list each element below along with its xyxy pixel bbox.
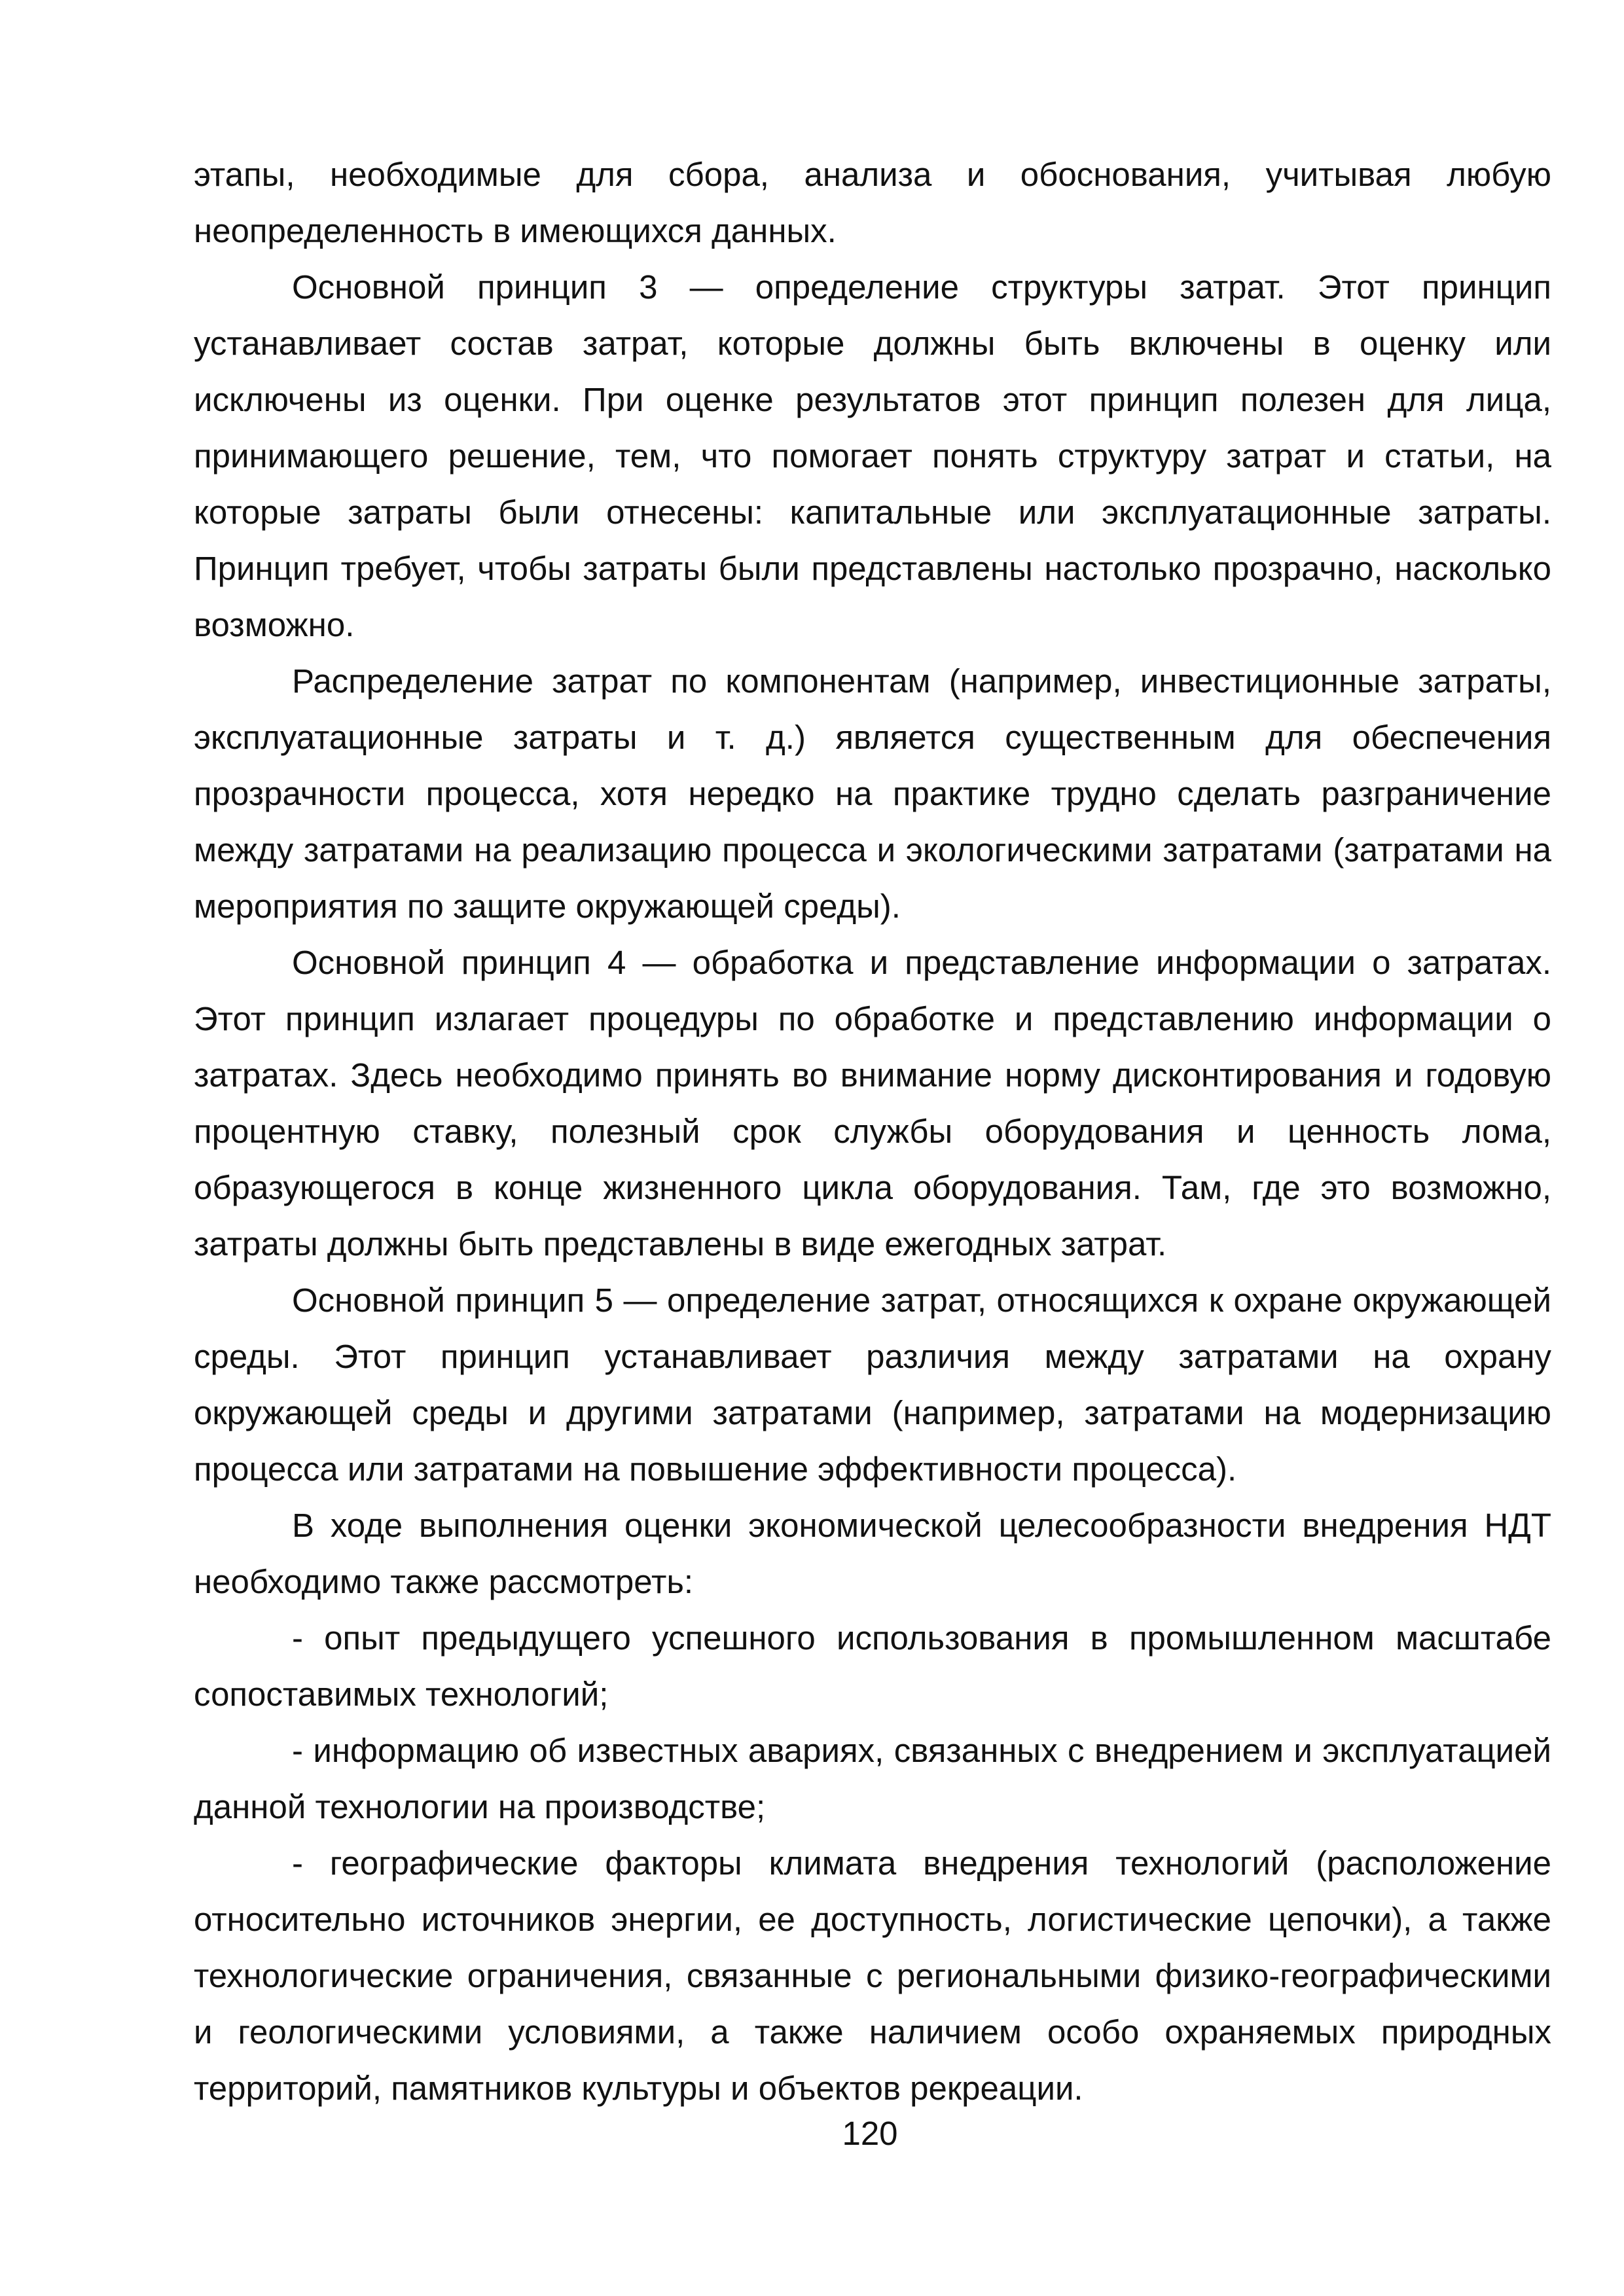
paragraph-continuation: этапы, необходимые для сбора, анализа и обоснования, учитывая любую неопределенность в имеющихся данных. (194, 156, 1551, 249)
page-number: 120 (842, 2115, 898, 2152)
list-item-geographic-factors: - географические факторы климата внедрения технологий (расположение относительно источников энергии, ее доступность, логистические цепочки), а также технологические ограничения, связанные с региональными физико-географическими и геологическими условиями, а также наличием особо охраняемых природных территорий, памятников культуры и объектов рекреации. (194, 1844, 1551, 2107)
paragraph-cost-distribution: Распределение затрат по компонентам (например, инвестиционные затраты, эксплуатационные затраты и т. д.) является существенным для обеспечения прозрачности процесса, хотя нередко на практике трудно сделать разграничение между затратами на реализацию процесса и экологическими затратами (затратами на мероприятия по защите окружающей среды). (194, 662, 1551, 925)
list-item-accidents: - информацию об известных авариях, связанных с внедрением и эксплуатацией данной технологии на производстве; (194, 1732, 1551, 1825)
paragraph-bat-assessment: В ходе выполнения оценки экономической целесообразности внедрения НДТ необходимо также рассмотреть: (194, 1507, 1551, 1600)
paragraph-principle-3: Основной принцип 3 — определение структуры затрат. Этот принцип устанавливает состав затрат, которые должны быть включены в оценку или исключены из оценки. При оценке результатов этот принцип полезен для лица, принимающего решение, тем, что помогает понять структуру затрат и статьи, на которые затраты были отнесены: капитальные или эксплуатационные затраты. Принцип требует, чтобы затраты были представлены настолько прозрачно, насколько возможно. (194, 268, 1551, 643)
list-item-experience: - опыт предыдущего успешного использования в промышленном масштабе сопоставимых технологий; (194, 1619, 1551, 1713)
paragraph-principle-5: Основной принцип 5 — определение затрат, относящихся к охране окружающей среды. Этот принцип устанавливает различия между затратами на охрану окружающей среды и другими затратами (например, затратами на модернизацию процесса или затратами на повышение эффективности процесса). (194, 1282, 1551, 1488)
page-body (194, 147, 1551, 2117)
paragraph-principle-4: Основной принцип 4 — обработка и представление информации о затратах. Этот принцип излагает процедуры по обработке и представлению информации о затратах. Здесь необходимо принять во внимание норму дисконтирования и годовую процентную ставку, полезный срок службы оборудования и ценность лома, образующегося в конце жизненного цикла оборудования. Там, где это возможно, затраты должны быть представлены в виде ежегодных затрат. (194, 944, 1551, 1263)
